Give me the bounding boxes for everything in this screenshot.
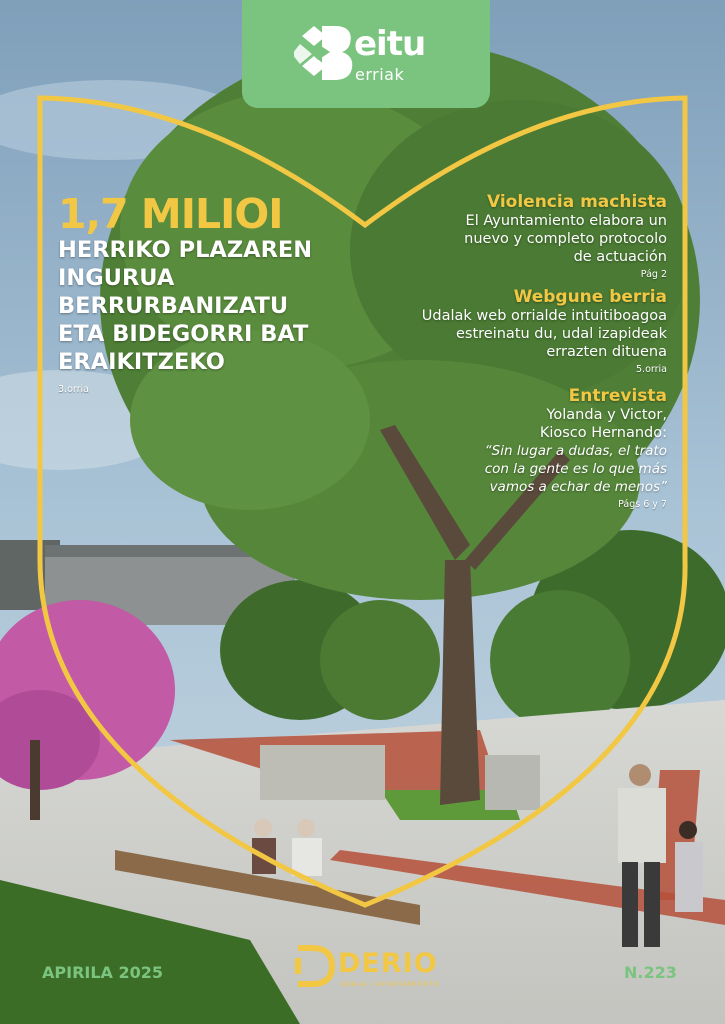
derio-subtitle: UDALA / AYUNTAMIENTO bbox=[340, 980, 440, 988]
masthead-title: eitu bbox=[354, 24, 426, 64]
lead-headline-line: INGURUA bbox=[58, 265, 175, 291]
story-violencia bbox=[464, 192, 667, 280]
story-body bbox=[464, 212, 667, 266]
story-line: El Ayuntamiento elabora un bbox=[465, 213, 667, 229]
story-line: Udalak web orrialde intuitiboagoa bbox=[421, 308, 667, 324]
quote-line: con la gente es lo que más bbox=[484, 461, 667, 477]
lead-figure: 1,7 MILIOI bbox=[58, 190, 283, 238]
lead-headline-line: ETA BIDEGORRI BAT bbox=[58, 321, 309, 347]
lead-headline-line: BERRURBANIZATU bbox=[58, 293, 289, 319]
derio-logo bbox=[292, 944, 452, 992]
masthead-banner bbox=[242, 0, 490, 108]
story-body bbox=[485, 406, 667, 442]
story-line: Kiosco Hernando: bbox=[539, 425, 667, 441]
story-webgune bbox=[422, 287, 667, 375]
derio-name: DERIO bbox=[338, 948, 438, 979]
story-kicker: Violencia machista bbox=[486, 192, 667, 212]
lead-headline-line: HERRIKO PLAZAREN bbox=[58, 237, 313, 263]
story-page-ref: 5.orria bbox=[636, 364, 667, 375]
story-line: estreinatu du, udal izapideak bbox=[455, 326, 667, 342]
story-body bbox=[422, 307, 667, 361]
quote-line: vamos a echar de menos” bbox=[489, 479, 667, 495]
story-kicker: Webgune berria bbox=[513, 287, 667, 307]
masthead-subtitle: erriak bbox=[355, 65, 405, 84]
story-page-ref: Pág 2 bbox=[640, 269, 667, 280]
lead-headline bbox=[58, 236, 358, 376]
issue-date: APIRILA 2025 bbox=[42, 963, 164, 982]
lead-page-ref: 3.orria bbox=[58, 384, 89, 395]
story-line: de actuación bbox=[573, 249, 667, 265]
story-page-ref: Págs 6 y 7 bbox=[618, 499, 667, 510]
issue-number: N.223 bbox=[624, 963, 677, 982]
story-line: errazten dituena bbox=[546, 344, 667, 360]
story-quote bbox=[485, 442, 667, 496]
derio-d-logo-icon bbox=[292, 944, 336, 988]
story-line: Yolanda y Victor, bbox=[546, 407, 667, 423]
lead-headline-line: ERAIKITZEKO bbox=[58, 349, 225, 375]
story-line: nuevo y completo protocolo bbox=[464, 231, 667, 247]
story-entrevista bbox=[485, 386, 667, 510]
beitu-leaf-b-logo-icon bbox=[294, 22, 354, 82]
quote-line: “Sin lugar a dudas, el trato bbox=[484, 443, 667, 459]
story-kicker: Entrevista bbox=[568, 386, 667, 406]
